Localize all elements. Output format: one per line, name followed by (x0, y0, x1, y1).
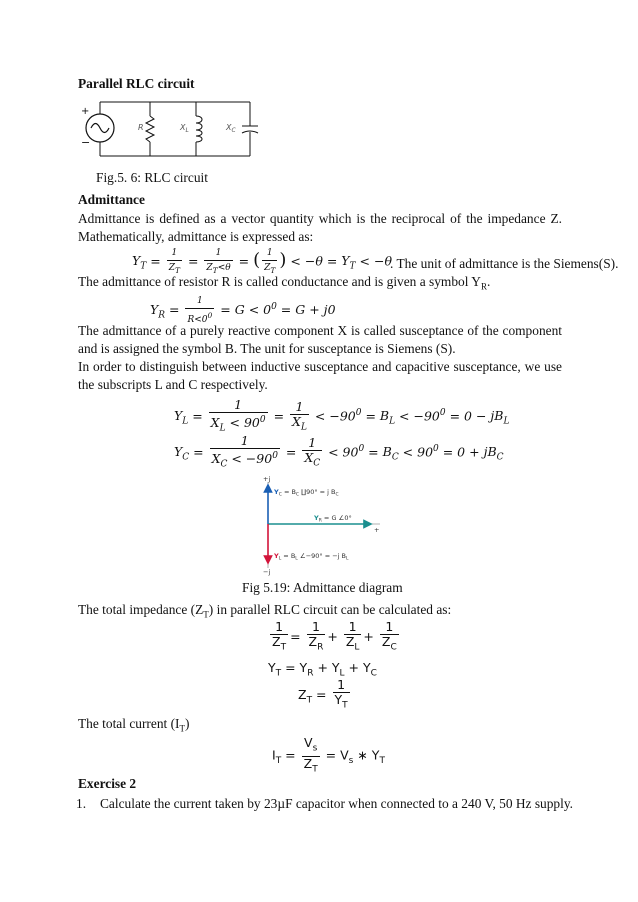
exercise-item-number: 1. (76, 796, 87, 811)
xc-sub: C (231, 127, 236, 134)
svg-text:YL = BL ∠−90° = −j BL: $Y_L = B_L$ ∠−90° = −j $B_L$ (274, 552, 349, 562)
inductive-susceptance-equation: $Y_L$ = $\frac{1}{X_L < 90^0}$ = $\frac{1}{X_L}$ < $-90^0 = B_L < -90^0 = 0 - jB_L$ (174, 397, 510, 434)
admittance-unit-text: . The unit of admittance is the Siemens(S). (390, 256, 619, 271)
plus-label: + (374, 526, 380, 534)
total-impedance-intro: The total impedance $(Z_T)$ in parallel RLC circuit can be calculated as: (78, 602, 452, 620)
yr-label: Y (314, 514, 319, 522)
admittance-equation: $Y_T$ = $\frac{1}{Z_T}$ = $\frac{1}{Z_T<\theta}$ = ( $\frac{1}{Z_T}$ ) < $-\theta = Y_T < -\theta$ (132, 248, 392, 275)
total-current-intro: The total current $(I_T)$ (78, 716, 190, 734)
svg-text:XL (179, 123, 189, 134)
svg-text:XC (225, 123, 236, 134)
plus-sign: + (81, 106, 90, 117)
admittance-diagram (256, 474, 396, 576)
minus-j-label: −j (263, 568, 271, 576)
yl-label: Y (274, 552, 279, 560)
diagram-caption: Fig 5.19: Admittance diagram (242, 580, 403, 595)
exercise-heading: Exercise 2 (78, 776, 137, 791)
resistor-zigzag (146, 116, 154, 142)
xl-label: X (180, 123, 186, 132)
xc-label: X (226, 123, 232, 132)
rlc-circuit-diagram (78, 98, 262, 160)
exercise-item-text: Calculate the current taken by 23µF capacitor when connected to a 240 V, 50 Hz supply. (100, 796, 574, 811)
xl-sub: L (185, 127, 189, 134)
svg-text:YC = BC ∐90° = j BC: $Y_C = B_C$ ∐90° = j $B_C$ (274, 488, 339, 498)
minus-sign: − (81, 136, 91, 149)
admittance-heading: Admittance (78, 192, 145, 207)
r-label: R (138, 123, 144, 132)
inductor-coil (196, 116, 202, 142)
admittance-definition: Admittance is defined as a vector quantity which is the reciprocal of the impedance Z. Mathematically, admittance is expressed as: (78, 211, 562, 244)
total-impedance-equation: $\frac{1}{Z_T}$ = $\frac{1}{Z_R}$ + $\frac{1}{Z_L}$ + $\frac{1}{Z_C}$ (272, 619, 397, 653)
subscripts-paragraph: In order to distinguish between inductive susceptance and capacitive susceptance, we use the subscripts L and C respectively. (78, 359, 562, 392)
conductance-text: The admittance of resistor R is called conductance and is given a symbol $Y_R$. (78, 274, 491, 292)
plus-j-label: +j (263, 475, 271, 483)
susceptance-paragraph: The admittance of a purely reactive component X is called susceptance of the component and is assigned the symbol B. The unit for susceptance is Siemens (S). (78, 323, 562, 356)
section-heading: Parallel RLC circuit (78, 76, 195, 91)
yc-label: Y (274, 488, 279, 496)
total-admittance-equation: $Y_T = Y_R + Y_L + Y_C$ (268, 660, 377, 679)
ac-wave (91, 124, 109, 133)
total-current-equation: $I_T$ = $\frac{V_s}{Z_T}$ = $V_s$ ∗ $Y_T$ (272, 735, 385, 774)
zt-reciprocal-equation: $Z_T$ = $\frac{1}{Y_T}$ (298, 677, 348, 711)
conductance-equation: $Y_R$ = $\frac{1}{R<0^0}$ = $G < 0^0 = G + j0$ (150, 296, 336, 325)
circuit-caption: Fig.5. 6: RLC circuit (96, 170, 208, 185)
svg-text:YR = G ∠0°: $Y_R = G$ ∠0° (314, 514, 352, 524)
capacitive-susceptance-equation: $Y_C$ = $\frac{1}{X_C < -90^0}$ = $\frac{1}{X_C}$ < $90^0 = B_C < 90^0 = 0 + jB_C$ (174, 433, 504, 470)
